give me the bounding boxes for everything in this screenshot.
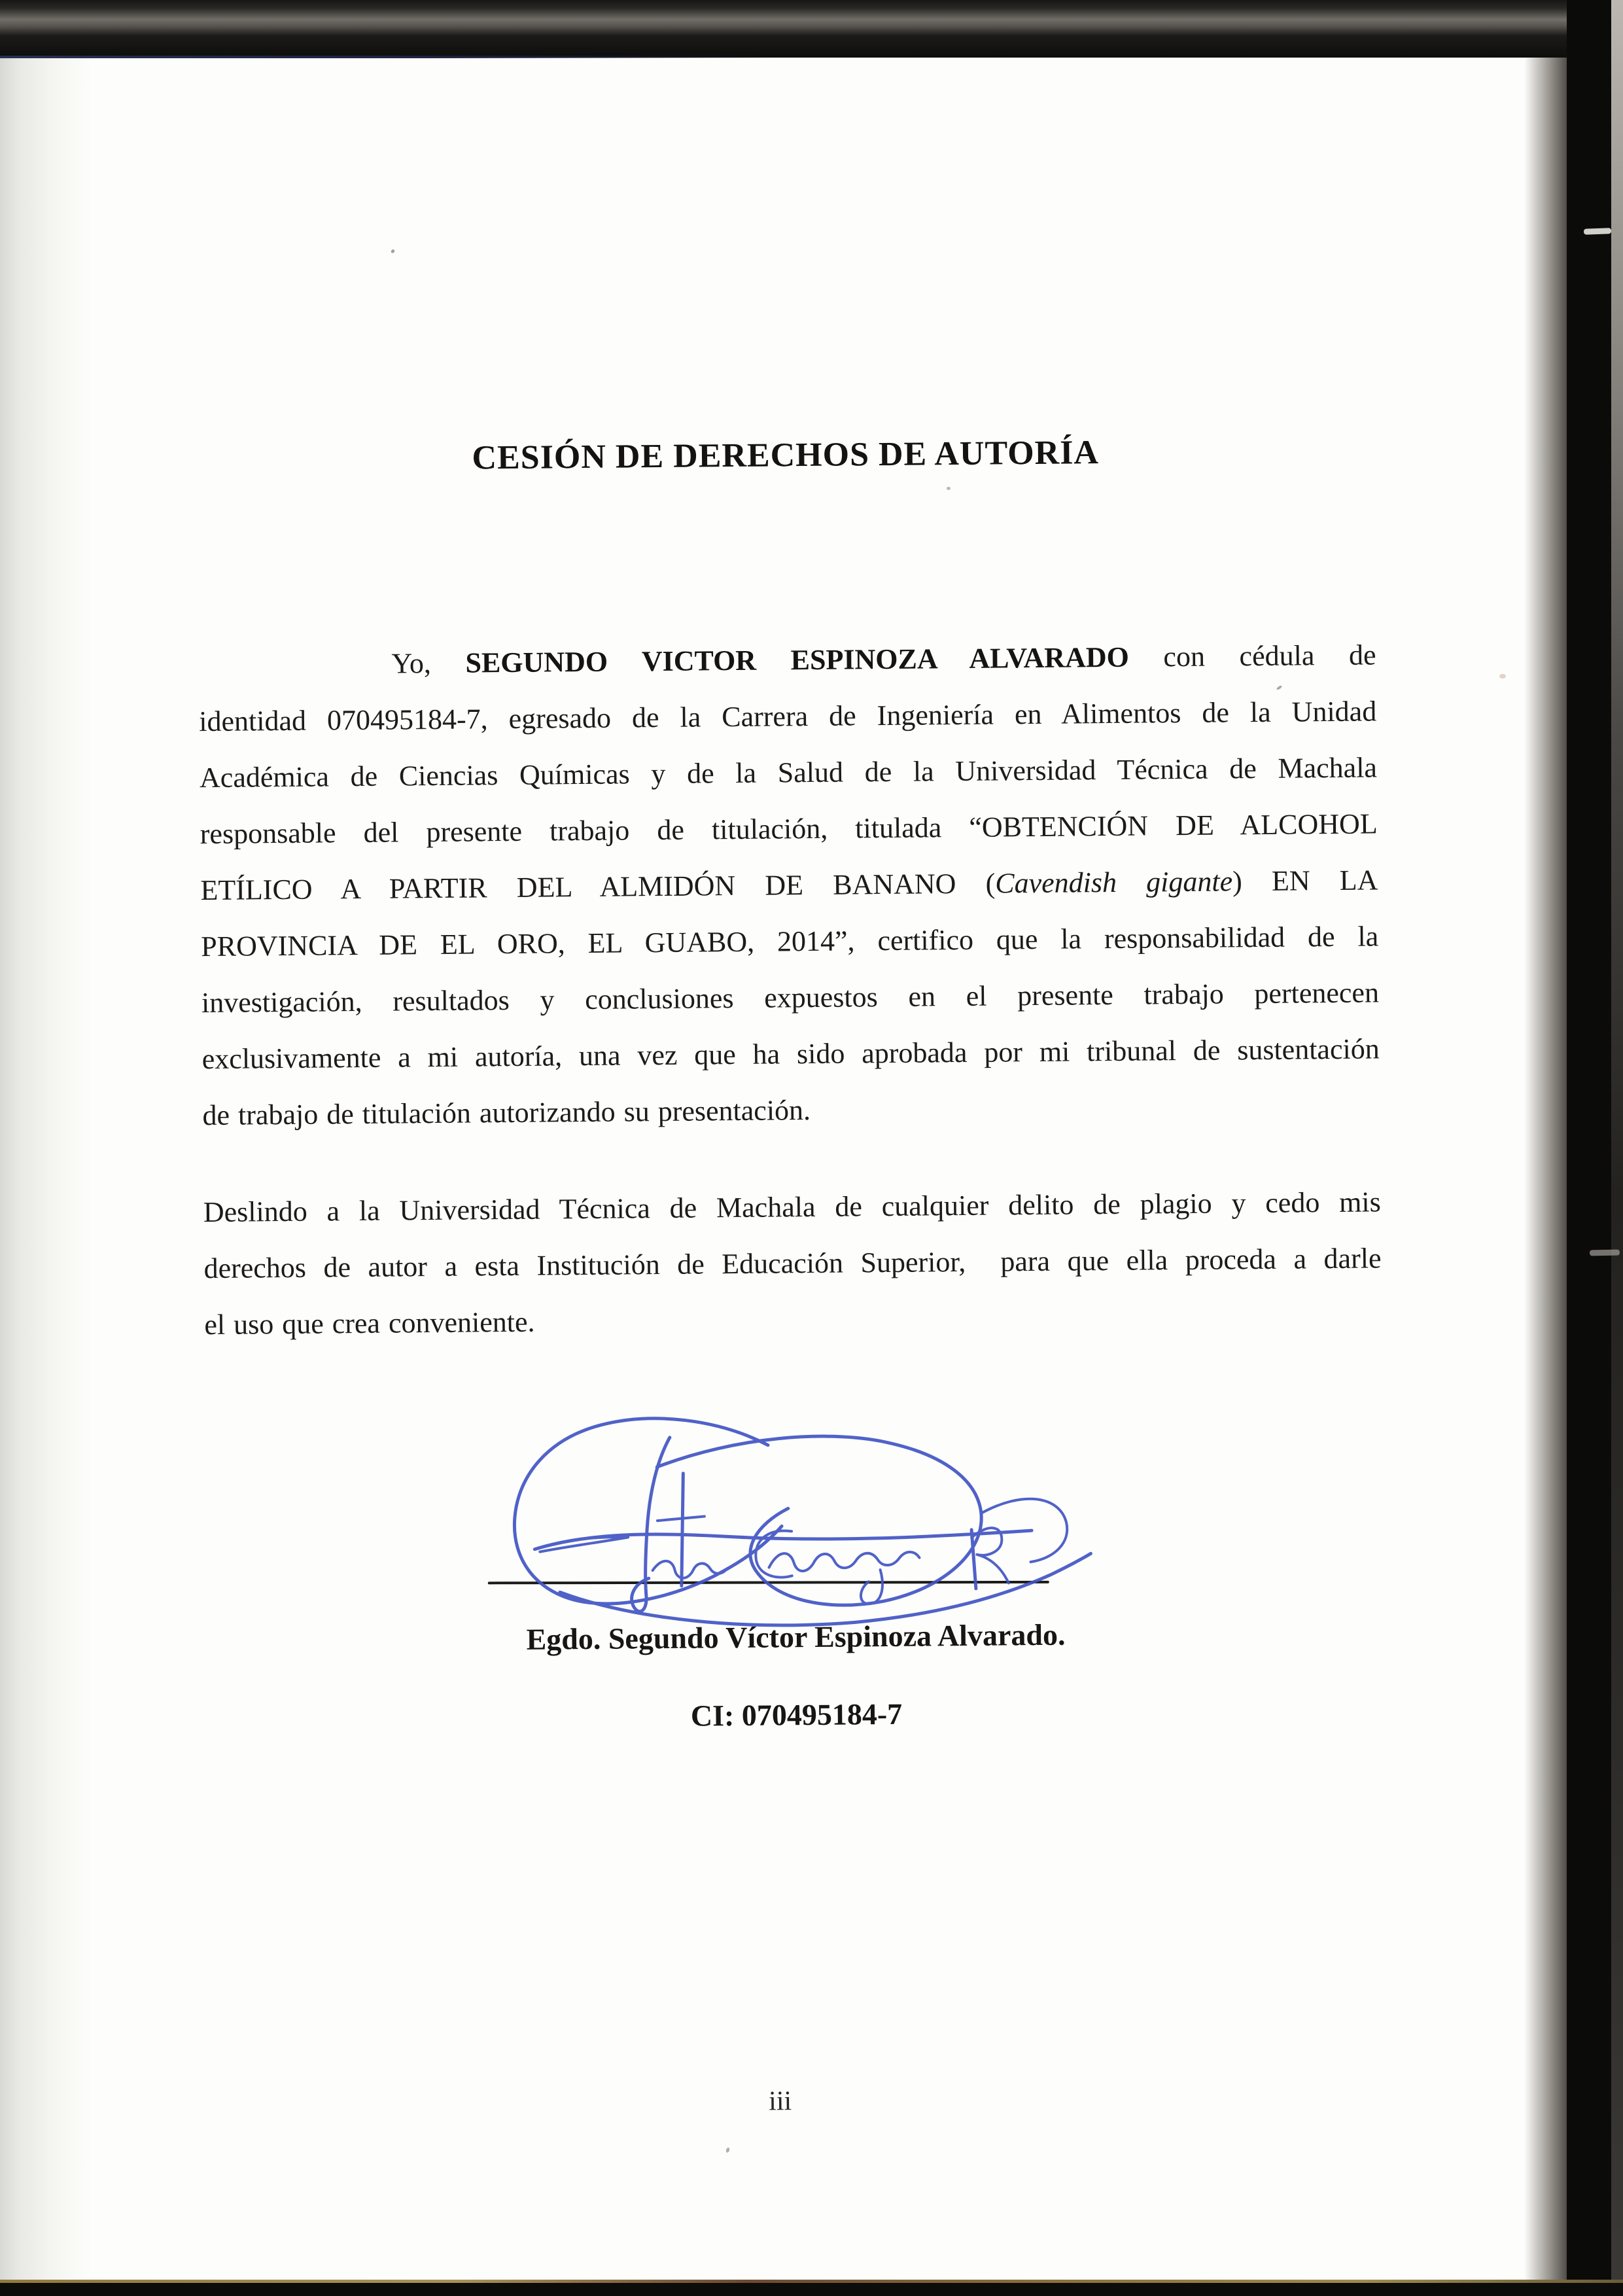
scan-artifact	[1584, 228, 1611, 234]
text-line: Deslindo a la Universidad Técnica de Machala de cualquier delito de plagio y cedo mis	[203, 1186, 1381, 1229]
scan-artifact	[1590, 1250, 1620, 1256]
scan-border-top-edge	[0, 56, 772, 58]
paragraph-2	[203, 1174, 1382, 1353]
text-line: PROVINCIA DE EL ORO, EL GUABO, 2014”, certifico que la responsabilidad de la	[201, 920, 1379, 963]
text-line: responsable del presente trabajo de titulación, titulada “OBTENCIÓN DE ALCOHOL	[200, 807, 1378, 851]
text-line: Académica de Ciencias Químicas y de la Salud de la Universidad Técnica de Machala	[199, 751, 1378, 794]
text-line: de trabajo de titulación autorizando su presentación.	[202, 1094, 811, 1132]
text-line: exclusivamente a mi autoría, una vez que ha sido aprobada por mi tribunal de sustentación	[201, 1033, 1380, 1076]
document-body	[198, 627, 1382, 1353]
page-title: CESIÓN DE DERECHOS DE AUTORÍA	[472, 434, 1100, 477]
text-line: identidad 070495184-7, egresado de la Carrera de Ingeniería en Alimentos de la Unidad	[199, 695, 1377, 738]
text-line: Yo, SEGUNDO VICTOR ESPINOZA ALVARADO con cédula de	[391, 639, 1376, 680]
text-line: ETÍLICO A PARTIR DEL ALMIDÓN DE BANANO (Cavendish gigante) EN LA	[200, 864, 1378, 907]
signatory-name: Egdo. Segundo Víctor Espinoza Alvarado.	[526, 1617, 1066, 1656]
book-spine-strip	[1611, 0, 1623, 2296]
paragraph-1	[198, 627, 1380, 1144]
signature-ink	[460, 1371, 1117, 1652]
text-line: el uso que crea conveniente.	[204, 1305, 535, 1341]
page-number: iii	[768, 2086, 792, 2117]
signatory-id: CI: 070495184-7	[690, 1697, 903, 1733]
scan-border-top	[0, 0, 1623, 58]
scan-border-bottom	[0, 2283, 1623, 2296]
text-line: derechos de autor a esta Institución de Educación Superior, para que ella proceda a darle	[203, 1242, 1382, 1285]
text-line: investigación, resultados y conclusiones expuestos en el presente trabajo pertenecen	[201, 976, 1380, 1019]
